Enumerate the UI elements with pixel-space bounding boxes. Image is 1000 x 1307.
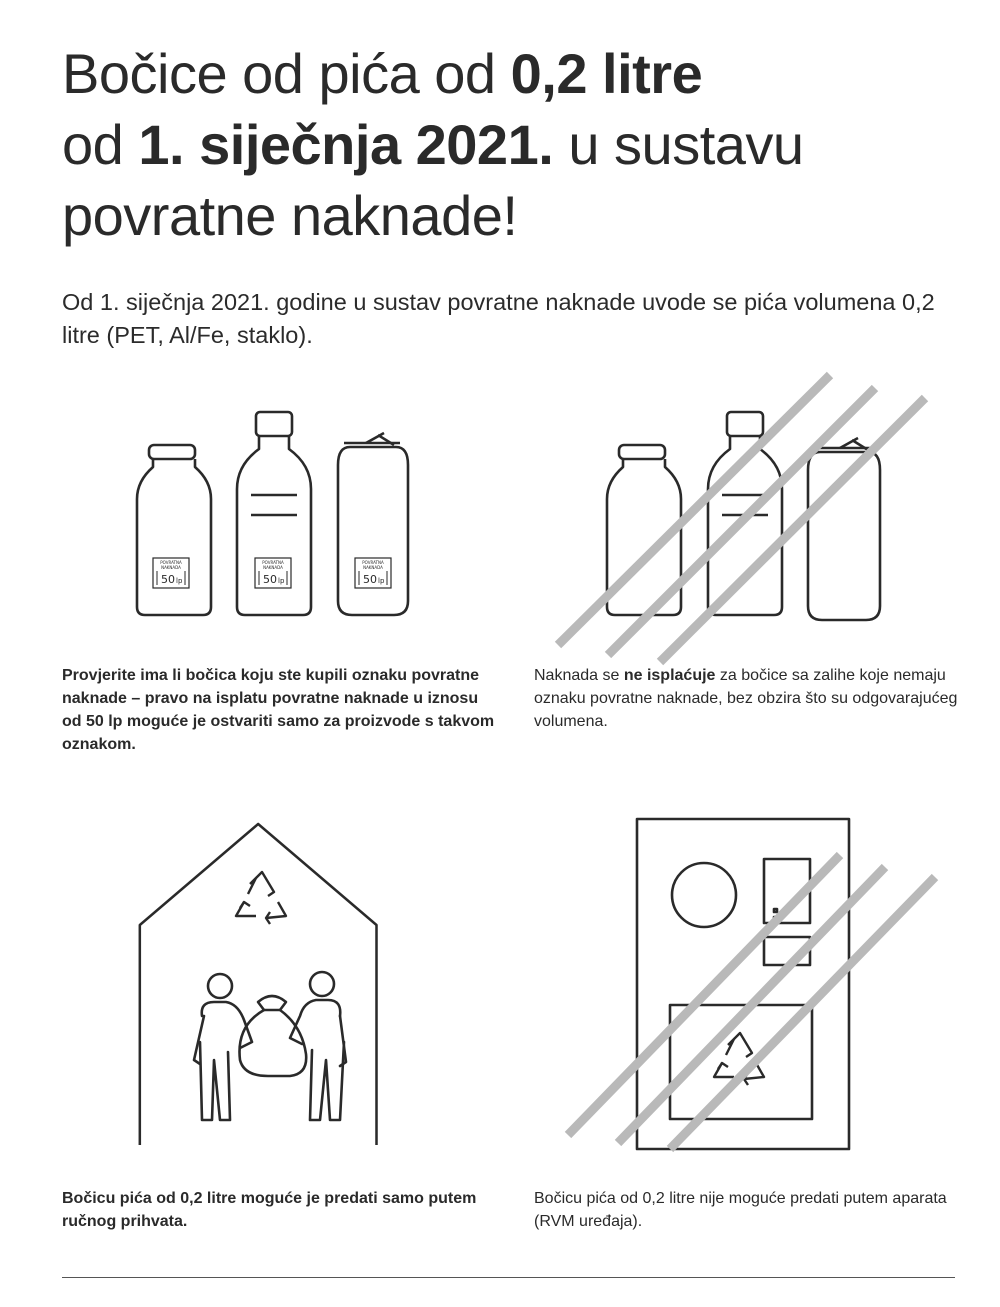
caption-top-right-a: Naknada se (534, 667, 624, 684)
bottom-divider (62, 1277, 955, 1278)
title-volume: 0,2 litre (510, 42, 703, 105)
title-line-3-text: povratne naknade! (62, 184, 518, 247)
intro-paragraph: Od 1. siječnja 2021. godine u sustav povratne naknade uvode se pića volumena 0,2 litre (PET, Al/Fe, staklo). (62, 289, 935, 348)
caption-top-right-bold: ne isplaćuje (623, 667, 716, 684)
labelled-containers-illustration: POVRATNA NAKNADA 50 lp (120, 395, 420, 635)
recycle-icon (236, 872, 286, 924)
title-line-1-text: Bočice od pića od (62, 42, 511, 105)
strike-lines-icon (568, 855, 935, 1149)
title-line-2-text: od (62, 113, 139, 176)
caption-bottom-right: Bočicu pića od 0,2 litre nije moguće predati putem aparata (RVM uređaja). (534, 1190, 947, 1230)
manual-return-illustration (140, 820, 380, 1150)
people-handover-icon (194, 972, 346, 1120)
deposit-label-icon (255, 558, 291, 588)
page-title (62, 38, 962, 251)
deposit-label-icon (153, 558, 189, 588)
rvm-machine-icon (637, 819, 849, 1149)
title-date: 1. siječnja 2021. (138, 113, 554, 176)
title-line-2-rest: u sustavu (553, 113, 804, 176)
milk-bottle-icon (137, 445, 211, 615)
deposit-label-icon (355, 558, 391, 588)
caption-bottom-left: Bočicu pića od 0,2 litre moguće je predati samo putem ručnog prihvata. (62, 1190, 477, 1230)
can-icon (808, 438, 880, 620)
caption-top-right-c: za bočice sa zalihe koje nemaju oznaku povratne naknade, bez obzira što su odgovarajućeg volumena. (534, 667, 958, 730)
caption-top-right (534, 664, 964, 733)
unlabelled-containers-illustration (540, 370, 960, 660)
caption-top-left: Provjerite ima li bočica koju ste kupili oznaku povratne naknade – pravo na isplatu povratne naknade u iznosu od 50 lp moguće je ostvariti samo za proizvode s takvom oznakom. (62, 667, 495, 753)
rvm-machine-illustration (540, 815, 960, 1155)
